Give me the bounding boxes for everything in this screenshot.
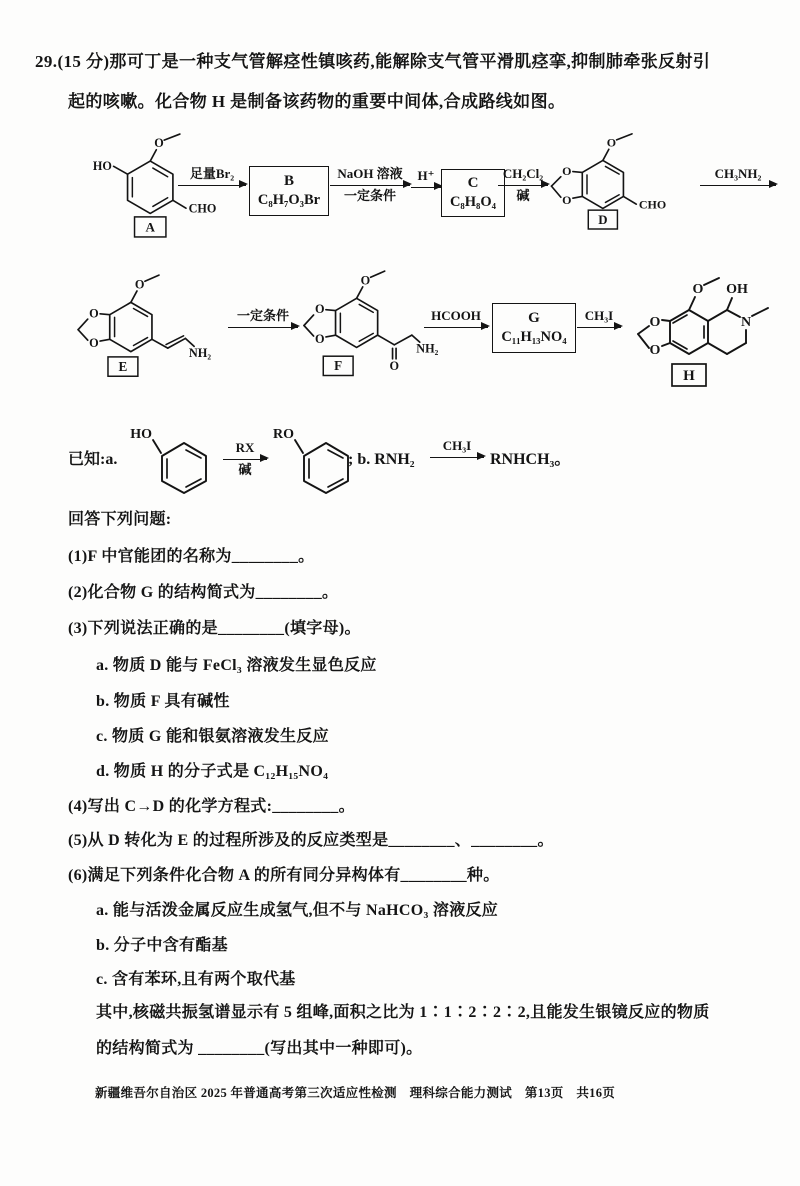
question-number: 29. bbox=[35, 52, 58, 71]
question-6-note-line2: 的结构简式为 ________(写出其中一种即可)。 bbox=[96, 1040, 423, 1057]
ro-label: RO bbox=[273, 427, 294, 442]
question-4: (4)写出 C→D 的化学方程式:________。 bbox=[68, 798, 355, 815]
hydroxyl-label: HO bbox=[130, 427, 152, 442]
known-prefix: 已知:a. bbox=[68, 451, 118, 468]
compound-d-label: D bbox=[598, 212, 608, 227]
known-product: RNHCH₃。 bbox=[490, 451, 571, 468]
arrow-ch3i-known: CH₃I bbox=[430, 438, 484, 458]
question-2: (2)化合物 G 的结构简式为________。 bbox=[68, 584, 339, 601]
question-intro-line2: 起的咳嗽。化合物 H 是制备该药物的重要中间体,合成路线如图。 bbox=[68, 92, 566, 111]
question-3: (3)下列说法正确的是________(填字母)。 bbox=[68, 620, 361, 637]
dioxole-o2-label: O bbox=[649, 343, 661, 358]
arrow-ch3i: CH₃I bbox=[577, 308, 621, 328]
arrow-hcooh: HCOOH bbox=[424, 308, 488, 328]
question-intro-line1: 29.(15 分)那可丁是一种支气管解痉性镇咳药,能解除支气管平滑肌痉挛,抑制肺牵张反射引 bbox=[35, 52, 711, 71]
question-3-option-b: b. 物质 F 具有碱性 bbox=[96, 693, 230, 710]
question-6-condition-a: a. 能与活泼金属反应生成氢气,但不与 NaHCO₃ 溶液反应 bbox=[96, 902, 499, 919]
intermediate-b-box: B C₈H₇O₃Br bbox=[249, 166, 329, 216]
compound-h-structure bbox=[625, 272, 775, 390]
arrow-ch3nh2: CH₃NH₂ bbox=[700, 166, 776, 186]
methoxy-o-label: O bbox=[154, 136, 164, 151]
compound-d-structure bbox=[536, 133, 667, 229]
dioxole-o1-label: O bbox=[314, 302, 325, 317]
arrow-h-plus: H⁺ bbox=[411, 168, 441, 188]
methoxy-o-label: O bbox=[692, 282, 704, 297]
hydroxyl-label: HO bbox=[92, 158, 112, 173]
aldehyde-label: CHO bbox=[638, 197, 667, 212]
page-footer: 新疆维吾尔自治区 2025 年普通高考第三次适应性检测 理科综合能力测试 第13页 共16页 bbox=[95, 1086, 616, 1100]
methoxy-o-label: O bbox=[606, 135, 617, 150]
question-3-option-a: a. 物质 D 能与 FeCl₃ 溶液发生显色反应 bbox=[96, 657, 377, 674]
phenol-structure bbox=[126, 420, 221, 502]
intermediate-c-box: C C₈H₈O₄ bbox=[441, 169, 505, 217]
arrow-ch2cl2: CH₂Cl₂ 碱 bbox=[498, 166, 548, 204]
methoxy-o-label: O bbox=[134, 277, 145, 292]
dioxole-o1-label: O bbox=[562, 164, 572, 178]
question-6-condition-b: b. 分子中含有酯基 bbox=[96, 937, 228, 954]
compound-h-label: H bbox=[683, 368, 695, 384]
arrow-excess-br2: 足量Br₂ bbox=[178, 166, 246, 186]
question-6-condition-c: c. 含有苯环,且有两个取代基 bbox=[96, 971, 296, 988]
known-part-b: ; b. RNH₂ bbox=[348, 451, 415, 468]
arrow-naoh: NaOH 溶液 一定条件 bbox=[330, 166, 410, 204]
question-3-option-d: d. 物质 H 的分子式是 C₁₂H₁₅NO₄ bbox=[96, 763, 329, 780]
questions-heading: 回答下列问题: bbox=[68, 511, 172, 528]
question-1: (1)F 中官能团的名称为________。 bbox=[68, 548, 315, 565]
amine-label: NH₂ bbox=[188, 345, 212, 360]
dioxole-o1-label: O bbox=[649, 315, 661, 330]
compound-a-label: A bbox=[145, 219, 155, 235]
compound-e-structure bbox=[62, 276, 212, 378]
question-6: (6)满足下列条件化合物 A 的所有同分异构体有________种。 bbox=[68, 867, 500, 884]
compound-e-label: E bbox=[118, 358, 128, 374]
dioxole-o1-label: O bbox=[89, 306, 99, 321]
arrow-rx: RX 碱 bbox=[223, 440, 267, 478]
question-3-option-c: c. 物质 G 能和银氨溶液发生反应 bbox=[96, 728, 329, 745]
arrow-condition: 一定条件 bbox=[228, 308, 298, 328]
carbonyl-o-label: O bbox=[389, 359, 400, 374]
intermediate-g-box: G C₁₁H₁₃NO₄ bbox=[492, 303, 576, 353]
dioxole-o2-label: O bbox=[89, 336, 99, 351]
question-5: (5)从 D 转化为 E 的过程所涉及的反应类型是________、________。 bbox=[68, 832, 554, 849]
compound-f-label: F bbox=[334, 358, 343, 374]
methoxy-o-label: O bbox=[360, 273, 371, 288]
dioxole-o2-label: O bbox=[562, 193, 572, 208]
dioxole-o2-label: O bbox=[314, 332, 325, 347]
hydroxyl-label: OH bbox=[726, 282, 748, 297]
question-6-note-line1: 其中,核磁共振氢谱显示有 5 组峰,面积之比为 1∶1∶2∶2∶2,且能发生银镜反应的物质 bbox=[96, 1004, 710, 1021]
aldehyde-label: CHO bbox=[188, 201, 217, 216]
amine-label: NH₂ bbox=[416, 341, 439, 356]
nitrogen-label: N bbox=[740, 315, 752, 330]
